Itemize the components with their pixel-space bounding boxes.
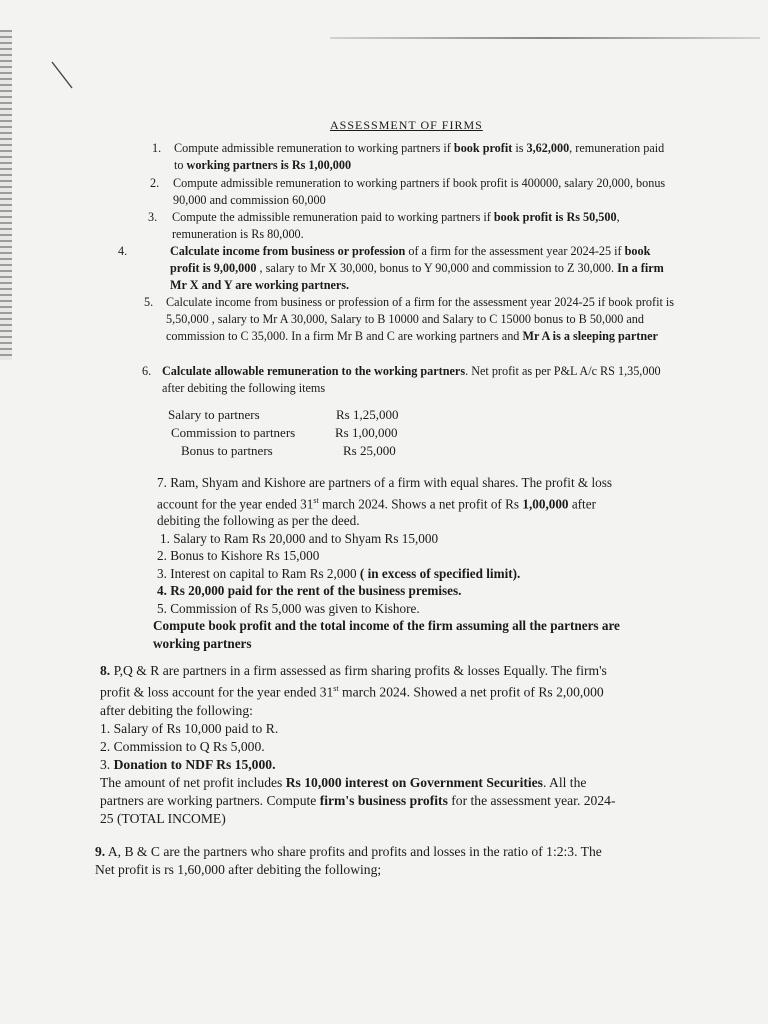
question-number: 6. <box>142 364 152 378</box>
question-8: 8. P,Q & R are partners in a firm assessed as firm sharing profits & losses Equally. The firm's profit & loss account for the year ended 31st march 2024. Showed a net profit of Rs 2,00,000 after debiting the following: 1. Salary of Rs 10,000 paid to R. 2. Commission to Q Rs 5,000. 3. Donation to NDF Rs 15,000. The amount of net profit includes Rs 10,000 interest on Government Securities. All the partners are working partners. Compute firm's business profits for the assessment year. 2024- 25 (TOTAL INCOME) <box>100 663 616 826</box>
scan-top-line <box>330 37 760 39</box>
question-number: 5. <box>144 295 154 309</box>
question-7: 7. Ram, Shyam and Kishore are partners of a firm with equal shares. The profit & loss account for the year ended 31st march 2024. Shows a net profit of Rs 1,00,000 after debiting the following as per the deed. 1. Salary to Ram Rs 20,000 and to Shyam Rs 15,000 2. Bonus to Kishore Rs 15,000 3. Interest on capital to Ram Rs 2,000 ( in excess of specified limit). 4. Rs 20,000 paid for the rent of the business premises. 5. Commission of Rs 5,000 was given to Kishore. Compute book profit and the total income of the firm assuming all the partners are working partners <box>153 475 620 651</box>
question-3: 3. Compute the admissible remuneration paid to working partners if book profit is Rs 50,500, remuneration is Rs 80,000. <box>148 210 620 241</box>
binding-edge <box>0 30 12 360</box>
question-9: 9. A, B & C are the partners who share profits and profits and losses in the ratio of 1:2:3. The Net profit is rs 1,60,000 after debiting the following; <box>95 844 602 877</box>
pen-mark <box>48 60 78 90</box>
question-number: 4. <box>118 244 128 258</box>
question-1: 1. Compute admissible remuneration to working partners if book profit is 3,62,000, remuneration paid to working partners is Rs 1,00,000 <box>152 141 665 172</box>
q6-items-table: Salary to partners Rs 1,25,000 Commission to partners Rs 1,00,000 Bonus to partners Rs 25,000 <box>168 407 399 458</box>
question-number: 2. <box>150 176 160 190</box>
question-number: 1. <box>152 141 162 155</box>
question-4: 4. Calculate income from business or profession of a firm for the assessment year 2024-25 if book profit is 9,00,000 , salary to Mr X 30,000, bonus to Y 90,000 and commission to Z 30,000. In a firm Mr X and Y are working partners. <box>118 244 664 292</box>
question-2: 2. Compute admissible remuneration to working partners if book profit is 400000, salary 20,000, bonus 90,000 and commission 60,000 <box>150 176 666 207</box>
question-6: 6. Calculate allowable remuneration to the working partners. Net profit as per P&L A/c RS 1,35,000 after debiting the following items <box>142 364 661 395</box>
question-5: 5. Calculate income from business or profession of a firm for the assessment year 2024-25 if book profit is 5,50,000 , salary to Mr A 30,000, Salary to B 10000 and Salary to C 15000 bonus to B 50,000 and commission to C 35,000. In a firm Mr B and C are working partners and Mr A is a sleeping partner <box>144 295 675 343</box>
page-title: ASSESSMENT OF FIRMS <box>330 118 483 132</box>
question-number: 3. <box>148 210 158 224</box>
